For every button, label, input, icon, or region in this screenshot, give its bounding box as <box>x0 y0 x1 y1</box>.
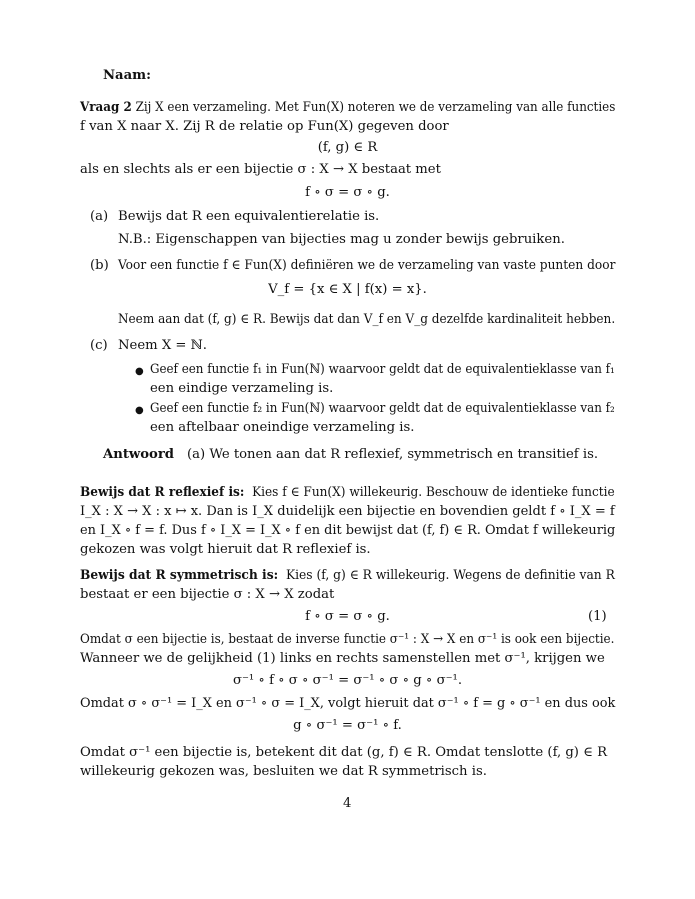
page-number: 4 <box>343 796 352 811</box>
equation-3: g ∘ σ⁻¹ = σ⁻¹ ∘ f. <box>293 718 402 733</box>
reflexive-line-1 <box>80 483 615 503</box>
reflexive-line-2: I_X : X → X : x ↦ x. Dan is I_X duidelijk een bijectie en bovendien geldt f ∘ I_X = f <box>80 504 615 519</box>
part-b-formula: V_f = {x ∈ X | f(x) = x}. <box>268 282 427 297</box>
formula-bijection: f ∘ σ = σ ∘ g. <box>305 185 390 200</box>
equation-1-number: (1) <box>588 609 607 624</box>
symmetric-line-3: Omdat σ een bijectie is, bestaat de inverse functie σ⁻¹ : X → X en σ⁻¹ is ook een bijectie. <box>80 632 615 647</box>
question-intro-line-3: als en slechts als er een bijectie σ : X → X bestaat met <box>80 162 441 177</box>
part-b-text: Voor een functie f ∈ Fun(X) definiëren we de verzameling van vaste punten door <box>118 258 616 273</box>
question-intro-line-1 <box>80 98 615 118</box>
part-c-text: Neem X = ℕ. <box>118 338 207 353</box>
part-c-bullet-2a: Geef een functie f₂ in Fun(ℕ) waarvoor geldt dat de equivalentieklasse van f₂ <box>150 401 615 416</box>
part-c-bullet-1a: Geef een functie f₁ in Fun(ℕ) waarvoor geldt dat de equivalentieklasse van f₁ <box>150 362 615 377</box>
question-intro-text-1: Zij X een verzameling. Met Fun(X) noteren we de verzameling van alle functies <box>135 100 616 115</box>
symmetric-heading: Bewijs dat R symmetrisch is: <box>80 568 279 583</box>
symmetric-line-4: Wanneer we de gelijkheid (1) links en rechts samenstellen met σ⁻¹, krijgen we <box>80 651 605 666</box>
part-c-bullet-1b: een eindige verzameling is. <box>150 381 334 396</box>
symmetric-line-1 <box>80 566 615 586</box>
part-a-label: (a) <box>90 209 109 224</box>
naam-label: Naam: <box>103 68 151 83</box>
answer-intro: (a) We tonen aan dat R reflexief, symmetrisch en transitief is. <box>187 447 599 462</box>
reflexive-line-4: gekozen was volgt hieruit dat R reflexief is. <box>80 542 371 557</box>
part-a-note: N.B.: Eigenschappen van bijecties mag u zonder bewijs gebruiken. <box>118 232 565 247</box>
equation-2: σ⁻¹ ∘ f ∘ σ ∘ σ⁻¹ = σ⁻¹ ∘ σ ∘ g ∘ σ⁻¹. <box>232 673 463 688</box>
question-intro-line-2: f van X naar X. Zij R de relatie op Fun(X) gegeven door <box>80 119 449 134</box>
bullet-2-marker: ● <box>135 405 144 416</box>
symmetric-line-7: willekeurig gekozen was, besluiten we dat R symmetrisch is. <box>80 764 487 779</box>
answer-label: Antwoord <box>103 447 175 462</box>
question-label: Vraag 2 <box>80 100 132 115</box>
part-b-label: (b) <box>90 258 109 273</box>
symmetric-line-5: Omdat σ ∘ σ⁻¹ = I_X en σ⁻¹ ∘ σ = I_X, volgt hieruit dat σ⁻¹ ∘ f = g ∘ σ⁻¹ en dus ook <box>80 696 616 711</box>
reflexive-text-1: Kies f ∈ Fun(X) willekeurig. Beschouw de identieke functie <box>252 485 615 500</box>
part-a-text: Bewijs dat R een equivalentierelatie is. <box>118 209 380 224</box>
equation-1: f ∘ σ = σ ∘ g. <box>305 609 390 624</box>
symmetric-line-6: Omdat σ⁻¹ een bijectie is, betekent dit dat (g, f) ∈ R. Omdat tenslotte (f, g) ∈ R <box>80 745 608 760</box>
symmetric-text-1: Kies (f, g) ∈ R willekeurig. Wegens de definitie van R <box>285 568 615 583</box>
part-b-text-2: Neem aan dat (f, g) ∈ R. Bewijs dat dan V_f en V_g dezelfde kardinaliteit hebben. <box>118 312 616 327</box>
part-c-label: (c) <box>90 338 108 353</box>
formula-relation: (f, g) ∈ R <box>317 140 378 155</box>
bullet-1-marker: ● <box>135 366 144 377</box>
reflexive-heading: Bewijs dat R reflexief is: <box>80 485 245 500</box>
symmetric-line-2: bestaat er een bijectie σ : X → X zodat <box>80 587 335 602</box>
reflexive-line-3: en I_X ∘ f = f. Dus f ∘ I_X = I_X ∘ f en dit bewijst dat (f, f) ∈ R. Omdat f willekeurig <box>80 523 616 538</box>
part-c-bullet-2b: een aftelbaar oneindige verzameling is. <box>150 420 415 435</box>
